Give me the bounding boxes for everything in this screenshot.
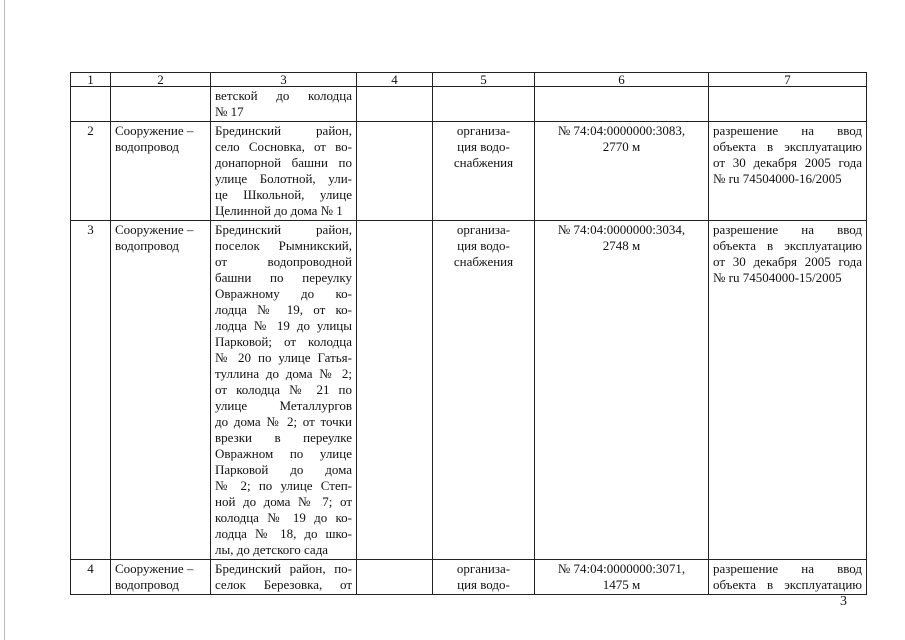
cell-line: лодца № 19, от ко- <box>215 302 352 317</box>
cell-line: лодца № 18, до шко- <box>215 526 352 541</box>
organization-cell <box>433 560 535 595</box>
cell-line: разрешение на ввод <box>713 561 862 576</box>
cell-line: Овражному до ко- <box>215 286 352 301</box>
page-number: 3 <box>840 594 847 609</box>
cell-line: организа- <box>456 123 511 138</box>
cell-line: ция водо- <box>457 139 510 154</box>
column-number: 6 <box>535 73 709 87</box>
cell-line: Парковой; от колодца <box>215 334 352 349</box>
column-number: 1 <box>71 73 111 87</box>
column-4-cell <box>357 122 433 221</box>
object-name-cell <box>111 221 211 560</box>
cell-line: № 74:04:0000000:3071, <box>557 561 686 576</box>
organization-cell <box>433 87 535 122</box>
row-number-cell <box>71 87 111 122</box>
cell-line: донапорной башни по <box>215 155 352 170</box>
cell-line: улице Металлургов <box>215 398 352 413</box>
cell-line: № ru 74504000-16/2005 <box>713 171 842 186</box>
location-cell <box>211 87 357 122</box>
cell-line: водопровод <box>115 238 180 253</box>
cell-line: Овражном по улице <box>215 446 352 461</box>
cell-line: № ru 74504000-15/2005 <box>713 270 842 285</box>
column-number: 3 <box>211 73 357 87</box>
row-number-cell: 2 <box>71 122 111 221</box>
cadastral-number-cell <box>535 122 709 221</box>
cell-line: организа- <box>456 561 511 576</box>
cell-line: снабжения <box>453 155 514 170</box>
cell-line: колодца № 19 до ко- <box>215 510 352 525</box>
column-4-cell <box>357 221 433 560</box>
cell-line: от 30 декабря 2005 года <box>713 155 862 170</box>
column-number: 4 <box>357 73 433 87</box>
table-row <box>71 560 867 595</box>
table-row <box>71 221 867 560</box>
cell-line: Сооружение – <box>115 123 194 138</box>
location-cell <box>211 122 357 221</box>
cell-line: объекта в эксплуатацию <box>713 238 862 253</box>
cell-line: ция водо- <box>457 238 510 253</box>
cell-line: башни по переулку <box>215 270 352 285</box>
column-4-cell <box>357 87 433 122</box>
cell-line: от водопроводной <box>215 254 352 269</box>
cadastral-number-cell <box>535 221 709 560</box>
cell-line: № 2; по улице Степ- <box>215 478 352 493</box>
cell-line: улице Болотной, ули- <box>215 171 352 186</box>
cell-line: Сооружение – <box>115 222 194 237</box>
location-cell <box>211 560 357 595</box>
cell-line: объекта в эксплуатацию <box>713 139 862 154</box>
cell-line: Сооружение – <box>115 561 194 576</box>
column-number-row <box>71 73 867 87</box>
cell-line: 1475 м <box>602 577 641 592</box>
object-name-cell <box>111 560 211 595</box>
cell-line: водопровод <box>115 577 180 592</box>
cell-line: организа- <box>456 222 511 237</box>
cell-line: 2770 м <box>602 139 641 154</box>
permit-document-cell <box>709 122 867 221</box>
column-number: 2 <box>111 73 211 87</box>
cell-line: Брединский район, <box>215 123 352 138</box>
row-number-cell: 3 <box>71 221 111 560</box>
object-name-cell <box>111 122 211 221</box>
cell-line: врезки в переулке <box>215 430 352 445</box>
cell-line: Парковой до дома <box>215 462 352 477</box>
cell-line: це Школьной, улице <box>215 187 352 202</box>
cadastral-number-cell <box>535 87 709 122</box>
cell-line: Брединский район, по- <box>215 561 352 576</box>
organization-cell <box>433 221 535 560</box>
row-number-cell: 4 <box>71 560 111 595</box>
location-cell <box>211 221 357 560</box>
cell-line: селок Березовка, от <box>215 577 352 592</box>
cell-line: разрешение на ввод <box>713 123 862 138</box>
cell-line: лы, до детского сада <box>215 542 329 557</box>
cell-line: Брединский район, <box>215 222 352 237</box>
cell-line: разрешение на ввод <box>713 222 862 237</box>
cell-line: водопровод <box>115 139 180 154</box>
cell-line: № 17 <box>215 104 244 119</box>
permit-document-cell <box>709 560 867 595</box>
page-edge <box>4 0 5 640</box>
object-name-cell <box>111 87 211 122</box>
cell-line: село Сосновка, от во- <box>215 139 352 154</box>
cell-line: № 20 по улице Гатья- <box>215 350 352 365</box>
table-row <box>71 87 867 122</box>
cell-line: поселок Рымникский, <box>215 238 352 253</box>
column-4-cell <box>357 560 433 595</box>
cell-line: ной до дома № 7; от <box>215 494 352 509</box>
cell-line: лодца № 19 до улицы <box>215 318 352 333</box>
permit-document-cell <box>709 221 867 560</box>
organization-cell <box>433 122 535 221</box>
cell-line: до дома № 2; от точки <box>215 414 352 429</box>
cell-line: ветской до колодца <box>215 88 352 103</box>
cell-line: объекта в эксплуатацию <box>713 577 862 592</box>
cell-line: № 74:04:0000000:3034, <box>557 222 686 237</box>
cell-line: Целинной до дома № 1 <box>215 203 343 218</box>
cadastral-number-cell <box>535 560 709 595</box>
cell-line: ция водо- <box>457 577 510 592</box>
column-number: 5 <box>433 73 535 87</box>
cell-line: от колодца № 21 по <box>215 382 352 397</box>
cell-line: от 30 декабря 2005 года <box>713 254 862 269</box>
column-number: 7 <box>709 73 867 87</box>
table-row <box>71 122 867 221</box>
permit-document-cell <box>709 87 867 122</box>
property-table <box>70 72 867 595</box>
cell-line: 2748 м <box>602 238 641 253</box>
cell-line: туллина до дома № 2; <box>215 366 352 381</box>
cell-line: снабжения <box>453 254 514 269</box>
cell-line: № 74:04:0000000:3083, <box>557 123 686 138</box>
